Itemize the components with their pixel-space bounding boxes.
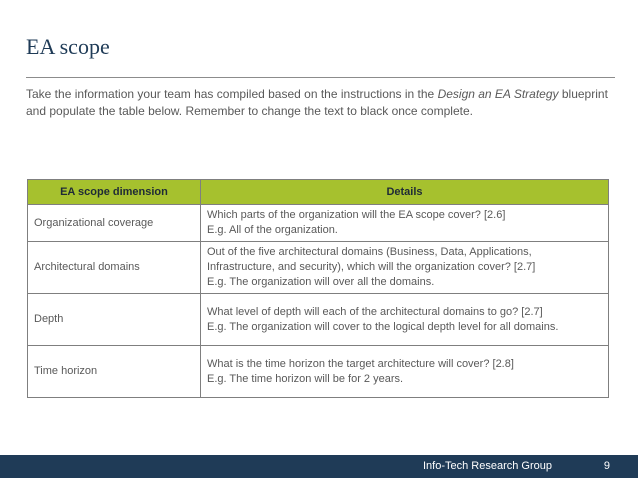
footer-company: Info-Tech Research Group <box>422 460 552 472</box>
table-row <box>28 294 609 346</box>
details-line: What level of depth will each of the architectural domains to go? [2.7] <box>207 305 543 318</box>
row-details-cell[interactable] <box>201 242 609 294</box>
ea-scope-table <box>27 179 609 398</box>
table-row <box>28 346 609 398</box>
row-dimension-cell[interactable]: Depth <box>28 294 201 346</box>
page-title: EA scope <box>26 34 110 59</box>
footer-bar <box>0 455 638 478</box>
table-header-row <box>28 180 609 205</box>
table-row <box>28 242 609 294</box>
details-line: E.g. The time horizon will be for 2 years. <box>207 372 404 385</box>
details-line: What is the time horizon the target architecture will cover? [2.8] <box>207 357 514 370</box>
row-details-cell[interactable] <box>201 294 609 346</box>
row-dimension-cell[interactable]: Architectural domains <box>28 242 201 294</box>
intro-blueprint-name: Design an EA Strategy <box>437 87 559 101</box>
row-dimension-cell[interactable]: Organizational coverage <box>28 205 201 242</box>
table-row <box>28 205 609 242</box>
details-line: Out of the five architectural domains (Business, Data, Applications, <box>207 246 532 258</box>
details-line: E.g. All of the organization. <box>207 224 338 236</box>
details-line: Which parts of the organization will the EA scope cover? [2.6] <box>207 209 506 221</box>
details-line: E.g. The organization will cover to the logical depth level for all domains. <box>207 320 559 333</box>
page-number: 9 <box>603 460 610 472</box>
row-dimension-cell[interactable]: Time horizon <box>28 346 201 398</box>
intro-paragraph <box>26 86 611 120</box>
title-divider <box>26 77 615 78</box>
row-details-cell[interactable] <box>201 205 609 242</box>
header-dimension: EA scope dimension <box>28 180 201 205</box>
row-details-cell[interactable] <box>201 346 609 398</box>
header-details: Details <box>201 180 609 205</box>
intro-text-end: blueprint and populate the table below. Remember to change the text to black once complete. <box>26 87 608 118</box>
details-line: Infrastructure, and security), which will the organization cover? [2.7] <box>207 261 536 273</box>
intro-text-start: Take the information your team has compiled based on the instructions in the <box>26 87 438 101</box>
details-line: E.g. The organization will over all the domains. <box>207 276 435 288</box>
